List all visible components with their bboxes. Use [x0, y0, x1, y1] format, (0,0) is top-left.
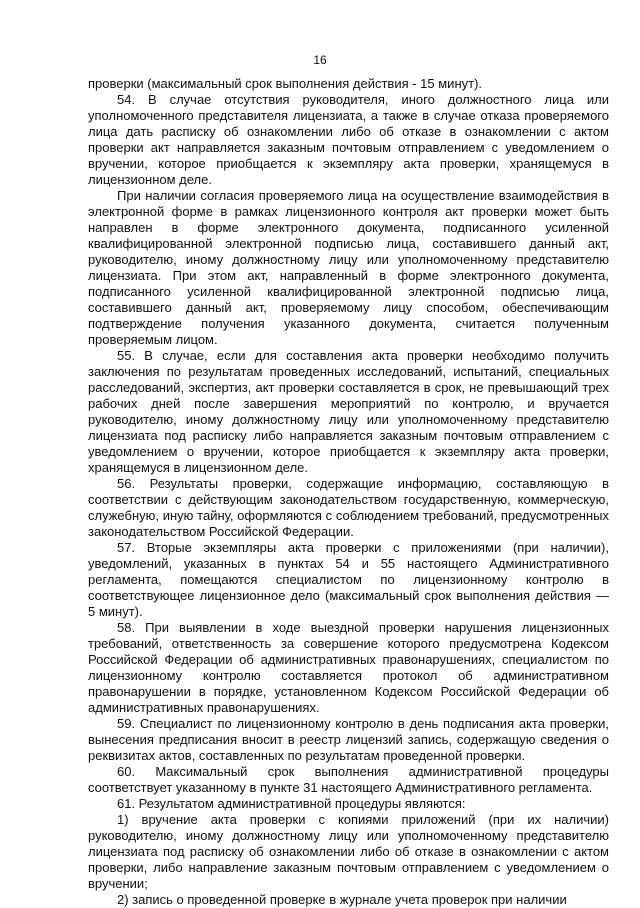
paragraph-54: 54. В случае отсутствия руководителя, иного должностного лица или уполномоченного представителя лицензиата, а также в случае отказа проверяемого лица дать расписку об ознакомлении либо об отказе в ознакомлении с актом проверки акт направляется заказным почтовым отправлением с уведомлением о вручении, которое приобщается к экземпляру акта проверки, хранящемуся в лицензионном деле. [88, 92, 609, 187]
paragraph-56: 56. Результаты проверки, содержащие информацию, составляющую в соответствии с действующим законодательством государственную, коммерческую, служебную, иную тайну, оформляются с соблюдением требований, предусмотренных законодательством Российской Федерации. [88, 476, 609, 539]
paragraph-59: 59. Специалист по лицензионному контролю в день подписания акта проверки, вынесения предписания вносит в реестр лицензий запись, содержащую сведения о реквизитах актов, составленных по результатам проведенной проверки. [88, 716, 609, 763]
paragraph-60: 60. Максимальный срок выполнения административной процедуры соответствует указанному в пункте 31 настоящего Административного регламента. [88, 764, 609, 795]
paragraph-55: 55. В случае, если для составления акта проверки необходимо получить заключения по результатам проведенных исследований, испытаний, специальных расследований, экспертиз, акт проверки составляется в срок, не превышающий трех рабочих дней после завершения мероприятий по контролю, и вручается руководителю, иному должностному лицу или уполномоченному представителю лицензиата под расписку либо направляется заказным почтовым отправлением с уведомлением о вручении, которое приобщается к экземпляру акта проверки, хранящемуся в лицензионном деле. [88, 348, 609, 475]
paragraph-58: 58. При выявлении в ходе выездной проверки нарушения лицензионных требований, ответственность за совершение которого предусмотрена Кодексом Российской Федерации об административных правонарушениях, специалистом по лицензионному контролю составляется протокол об административном правонарушении в порядке, установленном Кодексом Российской Федерации об административных правонарушениях. [88, 620, 609, 715]
document-body [88, 76, 609, 908]
paragraph-61-item-2: 2) запись о проведенной проверке в журнале учета проверок при наличии [117, 892, 567, 907]
paragraph-61-item-1: 1) вручение акта проверки с копиями приложений (при их наличии) руководителю, иному должностному лицу или уполномоченному представителю лицензиата под расписку об ознакомлении либо об отказе в ознакомлении с актом проверки, либо направление заказным почтовым отправлением с уведомлением о вручении; [88, 812, 609, 891]
paragraph-57: 57. Вторые экземпляры акта проверки с приложениями (при наличии), уведомлений, указанных в пунктах 54 и 55 настоящего Административного регламента, помещаются специалистом по лицензионному контролю в соответствующее лицензионное дело (максимальный срок выполнения действия — 5 минут). [88, 540, 609, 619]
page-number: 16 [313, 53, 327, 67]
paragraph-electronic-form: При наличии согласия проверяемого лица на осуществление взаимодействия в электронной форме в рамках лицензионного контроля акт проверки может быть направлен в форме электронного документа, подписанного усиленной квалифицированной электронной подписью лица, составившего данный акт, руководителю, иному должностному лицу или уполномоченному представителю лицензиата. При этом акт, направленный в форме электронного документа, подписанного усиленной квалифицированной электронной подписью лица, составившего данный акт, проверяемому лицу способом, обеспечивающим подтверждение получения указанного документа, считается полученным проверяемым лицом. [88, 188, 609, 347]
paragraph-continuation: проверки (максимальный срок выполнения действия - 15 минут). [88, 76, 483, 91]
paragraph-61: 61. Результатом административной процедуры являются: [117, 796, 466, 811]
